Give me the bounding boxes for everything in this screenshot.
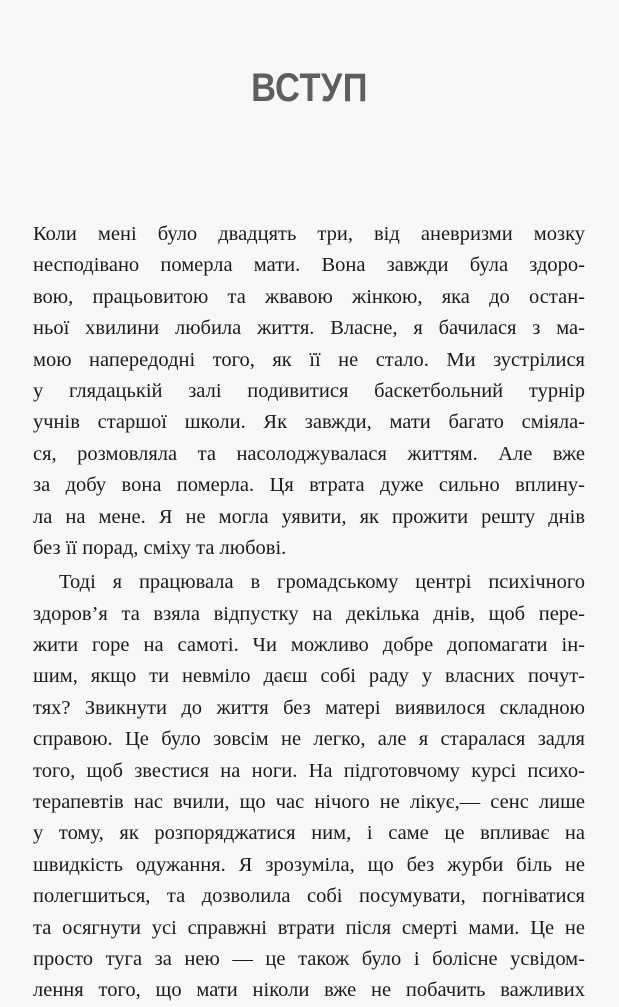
paragraph-1 (33, 219, 585, 564)
text-line: лення того, що мати ніколи вже не побачить важливих (33, 979, 585, 1002)
text-line: справою. Це було зовсім не легко, але я старалася задля (33, 728, 585, 751)
text-line: учнів старшої школи. Як завжди, мати багато сміяла- (33, 411, 585, 434)
text-line: того, щоб звестися на ноги. На підготовчому курсі психо- (33, 759, 585, 782)
text-line: та осягнути усі справжні втрати після смерті мами. Це не (33, 916, 585, 939)
text-line: ла на мене. Я не могла уявити, як прожити решту днів (33, 505, 585, 528)
text-line: жити горе на самоті. Чи можливо добре допомагати ін- (33, 634, 585, 657)
text-line: без її порад, сміху та любові. (33, 536, 287, 559)
chapter-heading: ВСТУП (251, 66, 368, 110)
text-line: здоров’я та взяла відпустку на декілька днів, щоб пере- (33, 602, 585, 625)
text-line: швидкість одужання. Я зрозуміла, що без журби біль не (33, 853, 585, 876)
text-line: шим, якщо ти невміло даєш собі раду у власних почут- (33, 665, 585, 688)
text-line: Коли мені було двадцять три, від аневризми мозку (33, 223, 585, 245)
text-line: Тоді я працювала в громадському центрі психічного (59, 571, 585, 594)
text-line: вою, працьовитою та жвавою жінкою, яка до остан- (33, 285, 585, 308)
text-line: ньої хвилини любила життя. Власне, я бачилася з ма- (33, 317, 585, 340)
text-line: терапевтів нас вчили, що час нічого не лікує,— сенс лише (33, 791, 585, 814)
text-line: у тому, як розпоряджатися ним, і саме це впливає на (33, 822, 585, 845)
text-line: за добу вона померла. Ця втрата дуже сильно вплину- (33, 474, 585, 497)
text-line: полегшиться, та дозволила собі посумувати, погніватися (33, 885, 585, 908)
paragraph-2 (33, 567, 585, 1006)
text-line: тях? Звикнути до життя без матері виявилося складною (33, 696, 585, 719)
body-text (33, 219, 585, 1007)
text-line: ся, розмовляла та насолоджувалася життям. Але вже (33, 442, 585, 465)
text-line: несподівано померла мати. Вона завжди була здоро- (33, 254, 585, 277)
text-line: у глядацькій залі подивитися баскетбольний турнір (33, 379, 585, 402)
text-line: просто туга за нею — це також було і болісне усвідом- (33, 947, 585, 970)
text-line: мою напередодні того, як її не стало. Ми зустрілися (33, 348, 585, 371)
